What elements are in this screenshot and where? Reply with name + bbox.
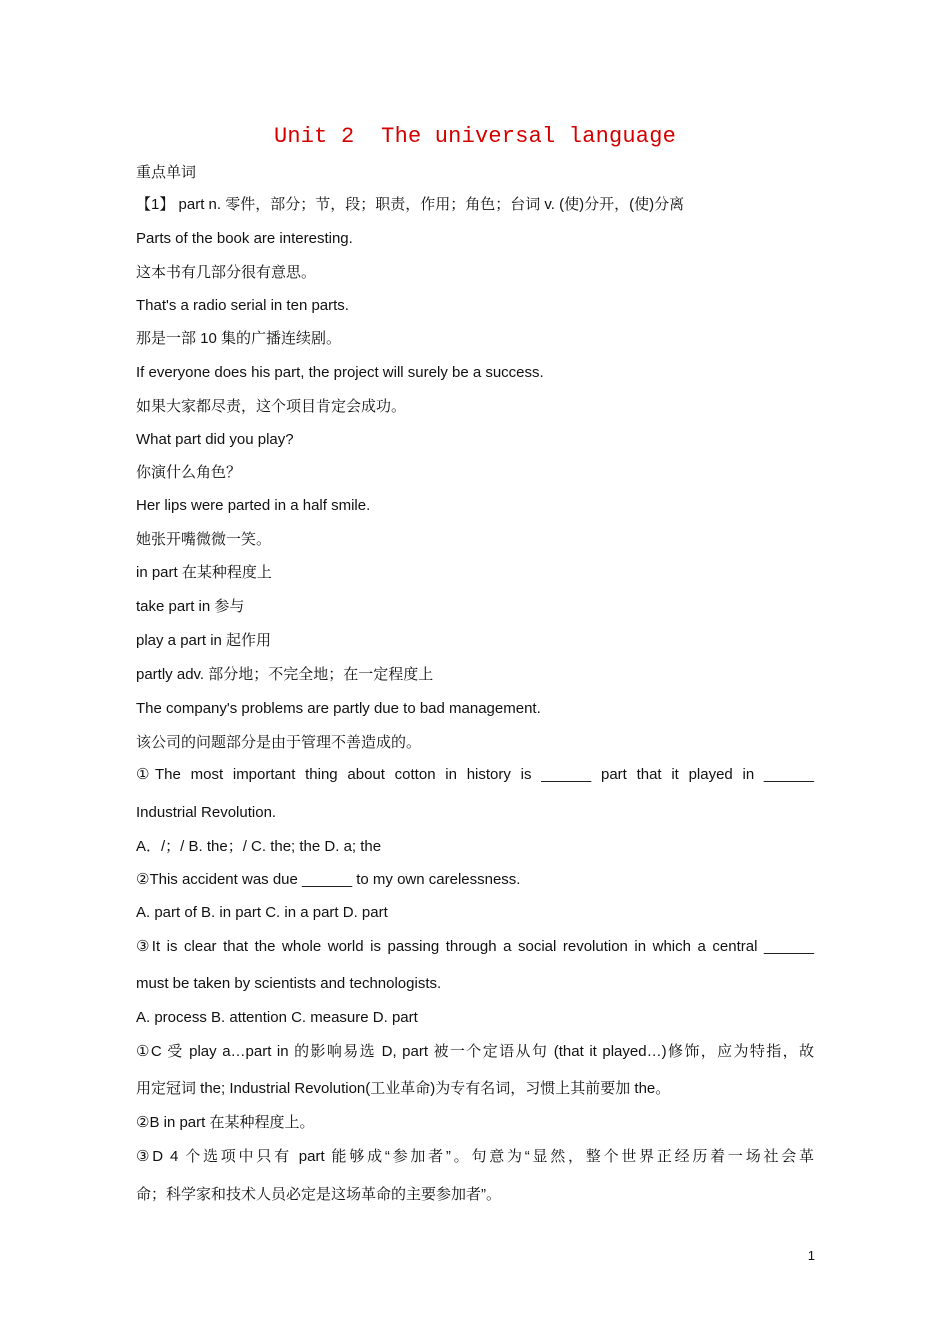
answer-1-cont: 用定冠词 the; Industrial Revolution(工业革命)为专有名词，习惯上其前要加 the。 (136, 1080, 671, 1097)
example-en: The company's problems are partly due to bad management. (136, 700, 541, 717)
example-zh: 你演什么角色？ (136, 464, 242, 481)
answer-3-cont: 命；科学家和技术人员必定是这场革命的主要参加者”。 (136, 1186, 501, 1203)
question-3: ③It is clear that the whole world is passing through a social revolution in which a central ______ (136, 938, 814, 955)
question-1-options: A．/；/ B. the；/ C. the; the D. a; the (136, 838, 382, 855)
answer-3: ③D 4 个选项中只有 part 能够成“参加者”。句意为“显然，整个世界正经历着一场社会革 (136, 1148, 814, 1165)
question-3-options: A. process B. attention C. measure D. part (136, 1009, 418, 1026)
unit-title: Unit 2 The universal language (273, 124, 677, 149)
example-zh: 该公司的问题部分是由于管理不善造成的。 (136, 734, 422, 751)
example-zh: 她张开嘴微微一笑。 (136, 531, 272, 548)
example-en: Her lips were parted in a half smile. (136, 497, 371, 514)
entry-line: 【1】 part n. 零件，部分；节，段；职责，作用；角色；台词 v. (使)分开，(使)分离 (136, 196, 685, 213)
derivative-line: partly adv. 部分地；不完全地；在一定程度上 (136, 666, 434, 683)
example-zh: 这本书有几部分很有意思。 (136, 264, 317, 281)
question-2-options: A. part of B. in part C. in a part D. part (136, 904, 388, 921)
question-2: ②This accident was due ______ to my own carelessness. (136, 871, 521, 888)
question-1: ①The most important thing about cotton in history is ______ part that it played in ______ (136, 766, 814, 783)
example-en: Parts of the book are interesting. (136, 230, 353, 247)
example-en: That's a radio serial in ten parts. (136, 297, 349, 314)
question-1-cont: Industrial Revolution. (136, 804, 277, 821)
question-3-cont: must be taken by scientists and technologists. (136, 975, 442, 992)
phrase-line: take part in 参与 (136, 598, 245, 615)
example-en: If everyone does his part, the project will surely be a success. (136, 364, 544, 381)
answer-2: ②B in part 在某种程度上。 (136, 1114, 315, 1131)
answer-1: ①C 受 play a…part in 的影响易选 D, part 被一个定语从句 (that it played…)修饰，应为特指，故 (136, 1043, 814, 1060)
example-zh: 那是一部 10 集的广播连续剧。 (136, 330, 342, 347)
example-en: What part did you play? (136, 431, 294, 448)
page-number: 1 (807, 1248, 815, 1263)
phrase-line: play a part in 起作用 (136, 632, 272, 649)
phrase-line: in part 在某种程度上 (136, 564, 272, 581)
section-heading: 重点单词 (136, 164, 197, 181)
example-zh: 如果大家都尽责，这个项目肯定会成功。 (136, 398, 407, 415)
